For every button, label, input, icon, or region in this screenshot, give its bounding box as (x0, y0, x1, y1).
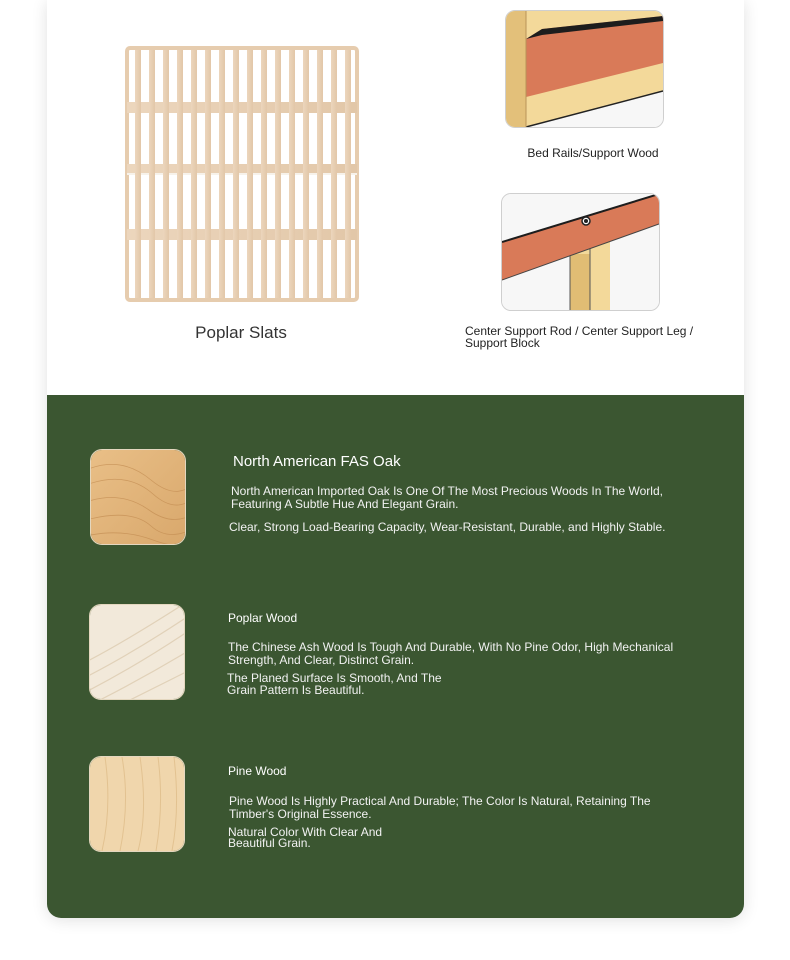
oak-feature: Clear, Strong Load-Bearing Capacity, Wear-Resistant, Durable, and Highly Stable. (229, 520, 666, 534)
poplar-feature: The Planed Surface Is Smooth, And The Grain Pattern Is Beautiful. (227, 671, 442, 697)
pine-title: Pine Wood (228, 764, 287, 778)
bed-rails-label: Bed Rails/Support Wood (527, 146, 659, 160)
poplar-slats-label: Poplar Slats (195, 323, 287, 342)
oak-description: North American Imported Oak Is One Of The Most Precious Woods In The World, Featuring A Subtle Hue And Elegant Grain. (231, 484, 663, 511)
pine-wood-swatch (89, 756, 185, 852)
pine-feature: Natural Color With Clear And Beautiful Grain. (228, 825, 383, 850)
poplar-wood-swatch (89, 604, 185, 700)
poplar-title: Poplar Wood (228, 611, 298, 625)
product-detail-card (47, 0, 744, 918)
center-support-image (501, 193, 660, 311)
oak-wood-swatch (90, 449, 186, 545)
poplar-description: The Chinese Ash Wood Is Tough And Durable, With No Pine Odor, High Mechanical Strength, And Clear, Distinct Grain. (228, 640, 674, 667)
pine-description: Pine Wood Is Highly Practical And Durable; The Color Is Natural, Retaining The Timber's Original Essence. (229, 794, 651, 821)
bed-rails-image (505, 10, 664, 128)
poplar-slats-image (125, 46, 359, 302)
oak-title: North American FAS Oak (233, 453, 401, 470)
structure-section (47, 0, 744, 395)
center-support-label: Center Support Rod / Center Support Leg / Support Block (465, 324, 694, 350)
wood-types-panel (47, 395, 744, 918)
